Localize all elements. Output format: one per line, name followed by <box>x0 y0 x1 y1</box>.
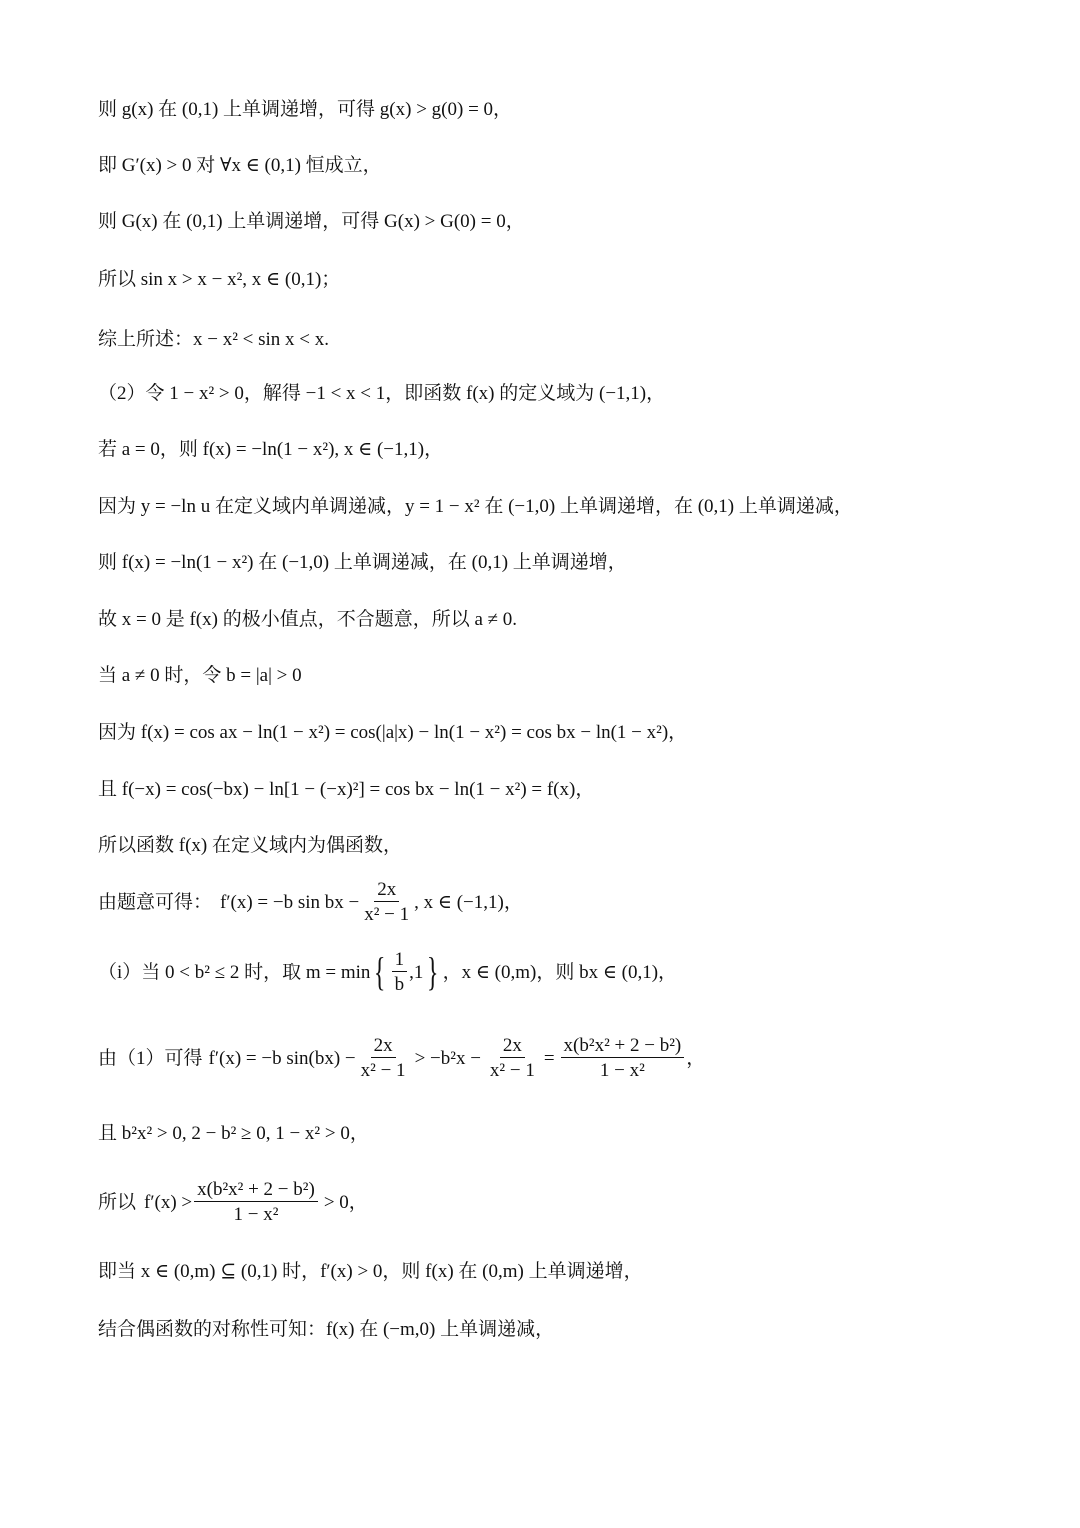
fraction <box>194 1180 318 1224</box>
inequality-lhs: f′(x) = −b sin(bx) − <box>208 1047 356 1069</box>
fraction-numerator: x(b²x² + 2 − b²) <box>561 1036 685 1058</box>
text-line-5: 综上所述：x − x² < sin x < x. <box>98 329 330 350</box>
text-line-21: 结合偶函数的对称性可知：f(x) 在 (−m,0) 上单调递减， <box>98 1319 555 1340</box>
fraction-denominator: b <box>394 974 405 995</box>
text-line-4: 所以 sin x > x − x², x ∈ (0,1)； <box>98 269 341 290</box>
text-line-18: 且 b²x² > 0, 2 − b² ≥ 0, 1 − x² > 0， <box>98 1123 369 1144</box>
text-line-3: 则 G(x) 在 (0,1) 上单调递增，可得 G(x) > G(0) = 0， <box>98 211 525 232</box>
conclusion-prefix: 所以 <box>98 1191 137 1213</box>
fraction-denominator: x² − 1 <box>360 1060 406 1081</box>
fraction-numerator: 2x <box>374 880 399 902</box>
conclusion-lhs: f′(x) > <box>144 1191 193 1213</box>
text-line-11: 当 a ≠ 0 时，令 b = |a| > 0 <box>98 665 302 686</box>
conclusion-line <box>98 1180 368 1224</box>
conclusion-rhs: > 0， <box>323 1191 368 1213</box>
text-line-2: 即 G′(x) > 0 对 ∀x ∈ (0,1) 恒成立， <box>98 155 382 176</box>
text-line-10: 故 x = 0 是 f(x) 的极小值点，不合题意，所以 a ≠ 0. <box>98 609 518 630</box>
fraction-numerator: 2x <box>371 1036 396 1058</box>
text-line-9: 则 f(x) = −ln(1 − x²) 在 (−1,0) 上单调递减，在 (0,1) 上单调递增， <box>98 552 627 573</box>
fraction <box>487 1036 538 1080</box>
text-line-8: 因为 y = −ln u 在定义域内单调递减，y = 1 − x² 在 (−1,0) 上单调递增，在 (0,1) 上单调递减， <box>98 496 853 517</box>
equals-sign: = <box>543 1047 555 1069</box>
derivative-prefix: 由题意可得： <box>98 891 213 913</box>
fraction-numerator: 2x <box>500 1036 525 1058</box>
case-i-line <box>98 950 677 994</box>
case-i-prefix: （i）当 0 < b² ≤ 2 时，取 m = min <box>98 961 371 983</box>
inequality-mid: > −b²x − <box>414 1047 481 1069</box>
inequality-rhs: ， <box>686 1047 706 1069</box>
text-line-1: 则 g(x) 在 (0,1) 上单调递增，可得 g(x) > g(0) = 0， <box>98 99 513 120</box>
left-brace: { <box>374 949 386 994</box>
text-line-6: （2）令 1 − x² > 0，解得 −1 < x < 1，即函数 f(x) 的定义域为 (−1,1)， <box>98 383 666 404</box>
fraction <box>561 1036 685 1080</box>
text-line-13: 且 f(−x) = cos(−bx) − ln[1 − (−x)²] = cos bx − ln(1 − x²) = f(x)， <box>98 779 595 800</box>
derivative-line <box>98 880 523 924</box>
inequality-line <box>98 1036 705 1080</box>
fraction-denominator: 1 − x² <box>599 1060 645 1081</box>
inequality-prefix: 由（1）可得 <box>98 1047 203 1069</box>
brace-tail: ,1 <box>409 961 424 983</box>
text-line-20: 即当 x ∈ (0,m) ⊆ (0,1) 时，f′(x) > 0，则 f(x) 在 (0,m) 上单调递增， <box>98 1261 643 1282</box>
fraction <box>392 950 408 994</box>
fraction-denominator: 1 − x² <box>233 1204 279 1225</box>
fraction <box>361 880 412 924</box>
fraction-numerator: x(b²x² + 2 − b²) <box>194 1180 318 1202</box>
fraction-denominator: x² − 1 <box>364 904 410 925</box>
fraction <box>358 1036 409 1080</box>
case-i-rhs: ，x ∈ (0,m)，则 bx ∈ (0,1)， <box>442 961 678 983</box>
text-line-12: 因为 f(x) = cos ax − ln(1 − x²) = cos(|a|x) − ln(1 − x²) = cos bx − ln(1 − x²)， <box>98 722 688 743</box>
right-brace: } <box>427 949 439 994</box>
text-line-7: 若 a = 0，则 f(x) = −ln(1 − x²), x ∈ (−1,1)， <box>98 439 444 460</box>
fraction-numerator: 1 <box>392 950 408 972</box>
derivative-rhs: , x ∈ (−1,1)， <box>414 891 523 913</box>
text-line-14: 所以函数 f(x) 在定义域内为偶函数， <box>98 835 402 856</box>
fraction-denominator: x² − 1 <box>489 1060 535 1081</box>
derivative-lhs: f′(x) = −b sin bx − <box>220 891 360 913</box>
